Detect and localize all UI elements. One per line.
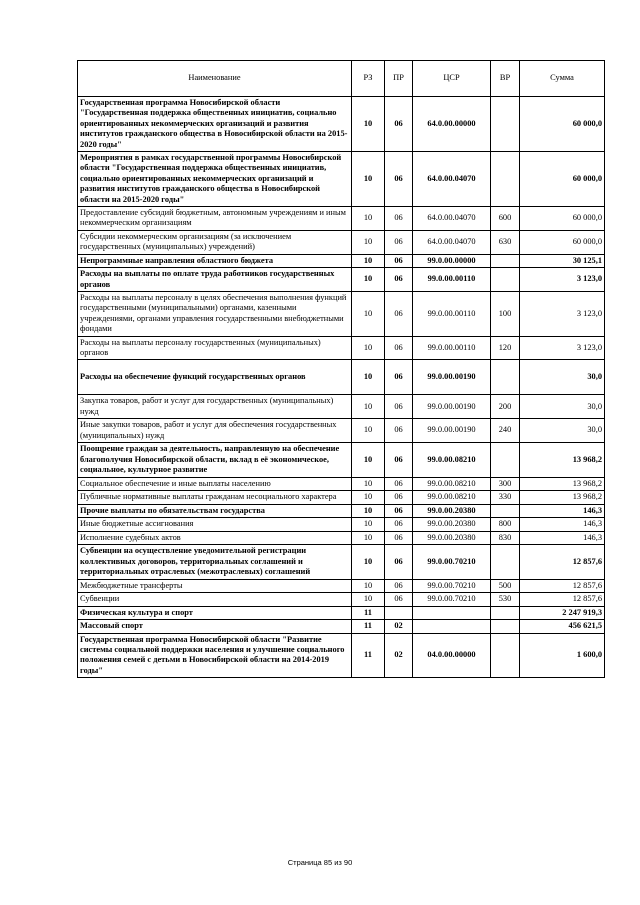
cell-csr: 99.0.00.00190 [413, 360, 491, 395]
cell-name: Государственная программа Новосибирской области "Развитие системы социальной поддержки населения и улучшение социального положения семей с детьми в Новосибирской области на 2014-2019 годы" [78, 633, 352, 678]
cell-pr: 06 [385, 531, 413, 544]
cell-vr [491, 97, 520, 152]
cell-vr: 100 [491, 291, 520, 336]
cell-csr: 99.0.00.00000 [413, 254, 491, 267]
cell-name: Субвенции [78, 593, 352, 606]
cell-name: Прочие выплаты по обязательствам государства [78, 504, 352, 517]
cell-vr: 200 [491, 395, 520, 419]
cell-pr: 06 [385, 360, 413, 395]
cell-sum: 13 968,2 [520, 442, 605, 477]
header-pr: ПР [385, 61, 413, 97]
cell-name: Публичные нормативные выплаты гражданам несоциального характера [78, 491, 352, 504]
table-row [78, 207, 605, 231]
cell-vr [491, 152, 520, 207]
cell-pr: 06 [385, 545, 413, 580]
cell-csr: 99.0.00.20380 [413, 531, 491, 544]
cell-csr [413, 620, 491, 633]
cell-rz: 10 [352, 97, 385, 152]
cell-sum: 146,3 [520, 504, 605, 517]
cell-rz: 10 [352, 395, 385, 419]
cell-name: Расходы на выплаты персоналу в целях обеспечения выполнения функций государственными (муниципальными) органами, казенными учреждениями, органами управления государственными внебюджетными фондами [78, 291, 352, 336]
budget-table-sheet [77, 60, 604, 678]
cell-csr: 64.0.00.04070 [413, 207, 491, 231]
cell-rz: 10 [352, 545, 385, 580]
cell-pr: 06 [385, 593, 413, 606]
cell-rz: 10 [352, 593, 385, 606]
cell-sum: 60 000,0 [520, 207, 605, 231]
cell-csr: 99.0.00.00110 [413, 268, 491, 292]
cell-vr [491, 504, 520, 517]
cell-name: Исполнение судебных актов [78, 531, 352, 544]
cell-vr [491, 268, 520, 292]
cell-vr: 530 [491, 593, 520, 606]
cell-pr: 06 [385, 504, 413, 517]
cell-sum: 456 621,5 [520, 620, 605, 633]
table-row [78, 268, 605, 292]
cell-csr: 99.0.00.00190 [413, 419, 491, 443]
cell-vr [491, 360, 520, 395]
cell-csr: 99.0.00.20380 [413, 504, 491, 517]
cell-name: Субсидии некоммерческим организациям (за исключением государственных (муниципальных) учреждений) [78, 230, 352, 254]
cell-csr: 99.0.00.08210 [413, 477, 491, 490]
page-footer: Страница 85 из 90 [287, 858, 353, 867]
cell-vr [491, 620, 520, 633]
cell-vr: 240 [491, 419, 520, 443]
header-name: Наименование [78, 61, 352, 97]
cell-vr: 800 [491, 518, 520, 531]
cell-sum: 13 968,2 [520, 477, 605, 490]
cell-pr: 06 [385, 442, 413, 477]
cell-sum: 12 857,6 [520, 545, 605, 580]
cell-rz: 10 [352, 336, 385, 360]
cell-name: Субвенции на осуществление уведомительной регистрации коллективных договоров, территориальных соглашений и территориальных отраслевых (межотраслевых) соглашений [78, 545, 352, 580]
budget-table [77, 60, 605, 678]
cell-rz: 10 [352, 254, 385, 267]
cell-vr: 600 [491, 207, 520, 231]
cell-csr: 99.0.00.00110 [413, 291, 491, 336]
table-row [78, 336, 605, 360]
cell-csr: 99.0.00.00110 [413, 336, 491, 360]
cell-vr [491, 545, 520, 580]
cell-name: Непрограммные направления областного бюджета [78, 254, 352, 267]
cell-pr: 02 [385, 633, 413, 678]
header-sum: Сумма [520, 61, 605, 97]
cell-name: Предоставление субсидий бюджетным, автономным учреждениям и иным некоммерческим организациям [78, 207, 352, 231]
table-row [78, 620, 605, 633]
cell-name: Иные бюджетные ассигнования [78, 518, 352, 531]
cell-pr: 06 [385, 491, 413, 504]
table-row [78, 606, 605, 619]
cell-vr: 330 [491, 491, 520, 504]
table-header-row [78, 61, 605, 97]
cell-sum: 3 123,0 [520, 291, 605, 336]
cell-pr: 06 [385, 395, 413, 419]
cell-name: Иные закупки товаров, работ и услуг для обеспечения государственных (муниципальных) нужд [78, 419, 352, 443]
table-row [78, 97, 605, 152]
cell-name: Расходы на выплаты персоналу государственных (муниципальных) органов [78, 336, 352, 360]
cell-rz: 10 [352, 477, 385, 490]
table-row [78, 518, 605, 531]
cell-rz: 11 [352, 620, 385, 633]
header-vr: ВР [491, 61, 520, 97]
cell-name: Социальное обеспечение и иные выплаты населению [78, 477, 352, 490]
cell-sum: 12 857,6 [520, 593, 605, 606]
cell-pr: 06 [385, 230, 413, 254]
cell-csr: 99.0.00.20380 [413, 518, 491, 531]
cell-vr [491, 606, 520, 619]
table-row [78, 580, 605, 593]
cell-csr: 64.0.00.00000 [413, 97, 491, 152]
cell-sum: 30,0 [520, 419, 605, 443]
table-row [78, 593, 605, 606]
cell-rz: 10 [352, 580, 385, 593]
cell-rz: 10 [352, 491, 385, 504]
cell-pr: 06 [385, 518, 413, 531]
table-row [78, 504, 605, 517]
cell-name: Физическая культура и спорт [78, 606, 352, 619]
cell-sum: 2 247 919,3 [520, 606, 605, 619]
cell-csr: 64.0.00.04070 [413, 152, 491, 207]
cell-rz: 10 [352, 230, 385, 254]
table-row [78, 545, 605, 580]
cell-vr: 300 [491, 477, 520, 490]
cell-rz: 10 [352, 419, 385, 443]
cell-pr: 06 [385, 254, 413, 267]
cell-rz: 10 [352, 268, 385, 292]
cell-csr: 99.0.00.08210 [413, 491, 491, 504]
header-csr: ЦСР [413, 61, 491, 97]
cell-vr: 120 [491, 336, 520, 360]
table-row [78, 360, 605, 395]
cell-rz: 11 [352, 606, 385, 619]
table-row [78, 230, 605, 254]
cell-csr: 99.0.00.08210 [413, 442, 491, 477]
cell-vr [491, 442, 520, 477]
cell-vr: 830 [491, 531, 520, 544]
cell-rz: 10 [352, 207, 385, 231]
cell-name: Закупка товаров, работ и услуг для государственных (муниципальных) нужд [78, 395, 352, 419]
cell-name: Поощрение граждан за деятельность, направленную на обеспечение благополучия Новосибирской области, вклад в её экономическое, социальное, культурное развитие [78, 442, 352, 477]
cell-rz: 10 [352, 152, 385, 207]
cell-pr: 06 [385, 477, 413, 490]
cell-rz: 10 [352, 442, 385, 477]
cell-pr: 02 [385, 620, 413, 633]
table-row [78, 395, 605, 419]
cell-name: Государственная программа Новосибирской области "Государственная поддержка общественных инициатив, социально ориентированных некоммерческих организаций и развития институтов гражданского общества в Новосибирской области на 2015-2020 годы" [78, 97, 352, 152]
cell-sum: 3 123,0 [520, 268, 605, 292]
cell-csr [413, 606, 491, 619]
cell-csr: 99.0.00.00190 [413, 395, 491, 419]
table-row [78, 152, 605, 207]
cell-name: Массовый спорт [78, 620, 352, 633]
table-row [78, 477, 605, 490]
cell-rz: 10 [352, 360, 385, 395]
cell-pr: 06 [385, 152, 413, 207]
cell-pr: 06 [385, 419, 413, 443]
table-row [78, 633, 605, 678]
cell-csr: 99.0.00.70210 [413, 545, 491, 580]
cell-vr [491, 633, 520, 678]
cell-sum: 30 125,1 [520, 254, 605, 267]
cell-name: Межбюджетные трансферты [78, 580, 352, 593]
header-rz: РЗ [352, 61, 385, 97]
cell-vr [491, 254, 520, 267]
cell-rz: 11 [352, 633, 385, 678]
cell-name: Расходы на выплаты по оплате труда работников государственных органов [78, 268, 352, 292]
cell-rz: 10 [352, 504, 385, 517]
cell-csr: 04.0.00.00000 [413, 633, 491, 678]
cell-name: Расходы на обеспечение функций государственных органов [78, 360, 352, 395]
cell-sum: 30,0 [520, 360, 605, 395]
table-row [78, 419, 605, 443]
cell-vr: 500 [491, 580, 520, 593]
cell-csr: 64.0.00.04070 [413, 230, 491, 254]
cell-csr: 99.0.00.70210 [413, 593, 491, 606]
cell-sum: 146,3 [520, 531, 605, 544]
cell-rz: 10 [352, 531, 385, 544]
cell-sum: 13 968,2 [520, 491, 605, 504]
cell-vr: 630 [491, 230, 520, 254]
cell-pr: 06 [385, 268, 413, 292]
table-row [78, 291, 605, 336]
cell-rz: 10 [352, 291, 385, 336]
cell-sum: 60 000,0 [520, 152, 605, 207]
cell-sum: 30,0 [520, 395, 605, 419]
cell-pr: 06 [385, 207, 413, 231]
cell-name: Мероприятия в рамках государственной программы Новосибирской области "Государственная поддержка общественных инициатив, социально ориентированных некоммерческих организаций и развития институтов гражданского общества в Новосибирской области на 2015-2020 годы" [78, 152, 352, 207]
table-row [78, 254, 605, 267]
cell-pr: 06 [385, 291, 413, 336]
cell-rz: 10 [352, 518, 385, 531]
cell-sum: 3 123,0 [520, 336, 605, 360]
table-row [78, 442, 605, 477]
cell-sum: 146,3 [520, 518, 605, 531]
cell-sum: 60 000,0 [520, 97, 605, 152]
cell-sum: 60 000,0 [520, 230, 605, 254]
cell-pr [385, 606, 413, 619]
cell-csr: 99.0.00.70210 [413, 580, 491, 593]
cell-pr: 06 [385, 336, 413, 360]
cell-sum: 12 857,6 [520, 580, 605, 593]
table-row [78, 531, 605, 544]
table-row [78, 491, 605, 504]
cell-sum: 1 600,0 [520, 633, 605, 678]
cell-pr: 06 [385, 580, 413, 593]
cell-pr: 06 [385, 97, 413, 152]
